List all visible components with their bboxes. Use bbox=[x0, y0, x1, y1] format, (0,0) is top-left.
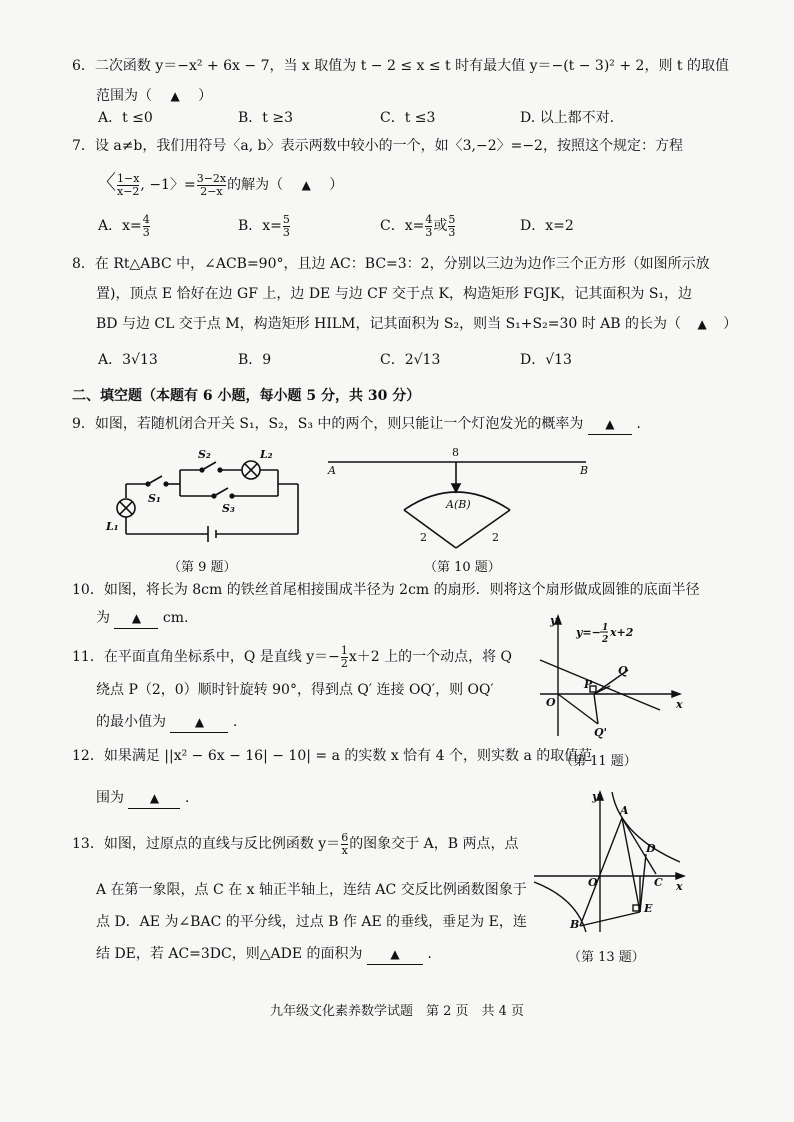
q13-line4: 结 DE，若 AC=3DC，则△ADE 的面积为 ▲ . bbox=[96, 944, 432, 965]
q7-option-a: A．x= $\frac{4}{3}$ bbox=[98, 212, 150, 239]
point-e-label: E bbox=[644, 902, 653, 915]
point-p-label: P bbox=[584, 678, 593, 691]
figure-11-caption: （第 11 题） bbox=[560, 754, 637, 769]
q7-line1: 7．设 a≠b，我们用符号〈a, b〉表示两数中较小的一个，如〈3,−2〉=−2，按照这个规定：方程 bbox=[72, 138, 683, 154]
q8-option-b: B．9 bbox=[238, 352, 272, 368]
q8-option-c: C．2√13 bbox=[380, 352, 441, 368]
coordinate-diagram-q13 bbox=[530, 786, 690, 936]
answer-blank-mark: ▲ bbox=[301, 178, 311, 192]
q6-line2-prefix: 范围为（ bbox=[96, 88, 152, 104]
q7-lhs-rest: , −1〉= bbox=[140, 177, 196, 193]
bulb-l2-label: L₂ bbox=[260, 448, 273, 461]
q13-line3: 点 D．AE 为∠BAC 的平分线，过点 B 作 AE 的垂线，垂足为 E，连 bbox=[96, 914, 527, 930]
axis-x-label: x bbox=[676, 698, 683, 711]
q13-line1: 13．如图，过原点的直线与反比例函数 y＝ $\frac{6}{x}$ 的图象交于 A，B 两点，点 bbox=[72, 830, 519, 857]
q7-equation: 〈 $\frac{1-x}{x-2}$ , −1〉= $\frac{3-2x}{2-x}$ 的解为（ ▲ ） bbox=[96, 170, 344, 198]
answer-blank-mark: ▲ bbox=[170, 89, 180, 103]
point-c-label: C bbox=[654, 876, 663, 889]
q7-close: ） bbox=[329, 177, 344, 193]
sector-apex-label: A(B) bbox=[446, 498, 471, 511]
q7-option-c: C．x= $\frac{4}{3}$ 或 $\frac{5}{3}$ bbox=[380, 212, 456, 239]
radius-left-label: 2 bbox=[420, 531, 427, 544]
answer-blank: ▲ bbox=[128, 788, 180, 809]
q10-line1: 10．如图，将长为 8cm 的铁丝首尾相接围成半径为 2cm 的扇形．则将这个扇形做成圆锥的底面半径 bbox=[72, 582, 700, 598]
q6-option-b: B．t ≥3 bbox=[238, 110, 294, 126]
coordinate-diagram-q11 bbox=[536, 612, 686, 742]
q6-line2 bbox=[96, 86, 212, 106]
q8-line1: 8．在 Rt△ABC 中，∠ACB=90°，且边 AC：BC=3：2，分别以三边为边作三个正方形（如图所示放 bbox=[72, 256, 710, 272]
axis-x-label: x bbox=[676, 880, 683, 893]
section-heading: 二、填空题（本题有 6 小题，每小题 5 分，共 30 分） bbox=[72, 388, 421, 404]
switch-s2-label: S₂ bbox=[198, 448, 211, 461]
line-eq-num: 1 bbox=[602, 623, 609, 633]
q10-line2: 为 ▲ cm. bbox=[96, 608, 188, 629]
q6-option-d: D. 以上都不对. bbox=[520, 110, 615, 126]
figure-13-caption: （第 13 题） bbox=[568, 950, 645, 965]
q7-lhs-frac: $\frac{1-x}{x-2}$ bbox=[117, 171, 140, 198]
point-q-prime-label: Q' bbox=[594, 726, 607, 739]
page-footer: 九年级文化素养数学试题 第 2 页 共 4 页 bbox=[269, 1004, 525, 1019]
answer-blank-mark: ▲ bbox=[697, 317, 707, 331]
switch-s3-label: S₃ bbox=[222, 502, 235, 515]
q11-line3: 的最小值为 ▲ . bbox=[96, 712, 237, 733]
wire-length-label: 8 bbox=[452, 446, 459, 459]
q7-option-b: B．x= $\frac{5}{3}$ bbox=[238, 212, 290, 239]
figure-10-caption: （第 10 题） bbox=[424, 560, 501, 575]
answer-blank: ▲ bbox=[170, 712, 228, 733]
q12-line2: 围为 ▲ . bbox=[96, 788, 189, 809]
point-d-label: D bbox=[646, 842, 656, 855]
q9-line1: 9．如图，若随机闭合开关 S₁，S₂，S₃ 中的两个，则只能让一个灯泡发光的概率为 ▲ . bbox=[72, 414, 641, 435]
axis-y-label: y bbox=[592, 790, 599, 803]
q7-eq-suffix: 的解为（ bbox=[227, 177, 284, 193]
answer-blank: ▲ bbox=[114, 608, 158, 629]
wire-end-a-label: A bbox=[328, 464, 336, 477]
circuit-diagram bbox=[100, 446, 320, 551]
origin-label: O bbox=[546, 696, 556, 709]
q8-line2: 置)，顶点 E 恰好在边 GF 上，边 DE 与边 CF 交于点 K，构造矩形 FGJK，记其面积为 S₁，边 bbox=[96, 286, 693, 302]
q12-line1: 12．如果满足 ||x² − 6x − 16| − 10| = a 的实数 x 恰有 4 个，则实数 a 的取值范 bbox=[72, 748, 593, 764]
q7-option-d: D．x=2 bbox=[520, 218, 574, 234]
answer-blank: ▲ bbox=[367, 944, 423, 965]
line-eq-den: 2 bbox=[602, 635, 609, 645]
radius-right-label: 2 bbox=[492, 531, 499, 544]
line-eq-pre: y=− bbox=[576, 626, 601, 639]
q8-option-a: A．3√13 bbox=[98, 352, 158, 368]
q8-option-d: D．√13 bbox=[520, 352, 572, 368]
q11-line2: 绕点 P（2，0）顺时针旋转 90°，得到点 Q′ 连接 OQ′，则 OQ′ bbox=[96, 682, 494, 698]
q13-line2: A 在第一象限，点 C 在 x 轴正半轴上，连结 AC 交反比例函数图象于 bbox=[96, 882, 527, 898]
origin-label: O bbox=[588, 876, 598, 889]
bulb-l1-label: L₁ bbox=[106, 520, 119, 533]
axis-y-label: y bbox=[550, 614, 557, 627]
point-b-label: B bbox=[570, 918, 580, 931]
q6-option-c: C．t ≤3 bbox=[380, 110, 436, 126]
wire-end-b-label: B bbox=[580, 464, 589, 477]
line-eq-post: x+2 bbox=[610, 626, 634, 639]
q6-line2-suffix: ） bbox=[198, 88, 213, 104]
sector-diagram bbox=[320, 446, 600, 551]
q11-line1: 11．在平面直角坐标系中，Q 是直线 y＝− $\frac{1}{2}$ x＋2 上的一个动点，将 Q bbox=[72, 643, 513, 670]
q6-line1: 6．二次函数 y＝−x² + 6x − 7，当 x 取值为 t − 2 ≤ x ≤ t 时有最大值 y＝−(t − 3)² + 2，则 t 的取值 bbox=[72, 58, 729, 74]
switch-s1-label: S₁ bbox=[148, 492, 161, 505]
point-a-label: A bbox=[620, 804, 629, 817]
q7-rhs-frac: $\frac{3-2x}{2-x}$ bbox=[196, 171, 227, 198]
answer-blank: ▲ bbox=[588, 414, 632, 435]
point-q-label: Q bbox=[618, 664, 628, 677]
q8-line3: BD 与边 CL 交于点 M，构造矩形 HILM，记其面积为 S₂，则当 S₁+S₂=30 时 AB 的长为（ ▲ ） bbox=[96, 316, 738, 332]
q6-option-a: A．t ≤0 bbox=[98, 110, 153, 126]
figure-9-caption: （第 9 题） bbox=[168, 560, 237, 575]
